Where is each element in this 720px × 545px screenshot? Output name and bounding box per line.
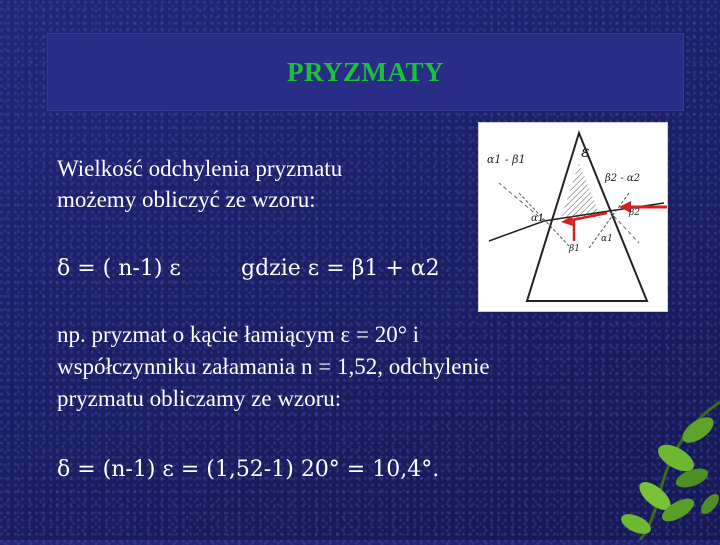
intro-line-2: możemy obliczyć ze wzoru: (57, 187, 316, 212)
label-beta2-alpha2: β2 - α2 (605, 173, 640, 184)
formula-epsilon: gdzie ε = β1 + α2 (241, 256, 440, 281)
example-line-3: pryzmatu obliczamy ze wzoru: (57, 386, 342, 411)
slide-title: PRYZMATY (286, 56, 445, 87)
label-alpha1-b: α1 (601, 234, 613, 244)
label-epsilon: ε (581, 142, 590, 161)
prism-diagram-icon (479, 123, 667, 311)
decorative-leaves (600, 392, 720, 540)
formula-deviation: δ = ( n-1) ε (57, 256, 181, 281)
label-beta2: β2 (629, 208, 640, 218)
result-formula: δ = (n-1) ε = (1,52-1) 20° = 10,4°. (57, 457, 440, 482)
prism-figure (478, 122, 668, 312)
example-line-1: np. pryzmat o kącie łamiącym ε = 20° i (57, 322, 420, 347)
label-alpha1-beta1: α1 - β1 (487, 153, 526, 166)
intro-line-1: Wielkość odchylenia pryzmatu (57, 156, 343, 181)
leaf-icon (600, 392, 720, 540)
label-alpha1: α1 (531, 213, 545, 224)
title-box (47, 33, 684, 111)
example-line-2: współczynniku załamania n = 1,52, odchylenie (57, 354, 490, 379)
label-beta1: β1 (569, 244, 580, 254)
